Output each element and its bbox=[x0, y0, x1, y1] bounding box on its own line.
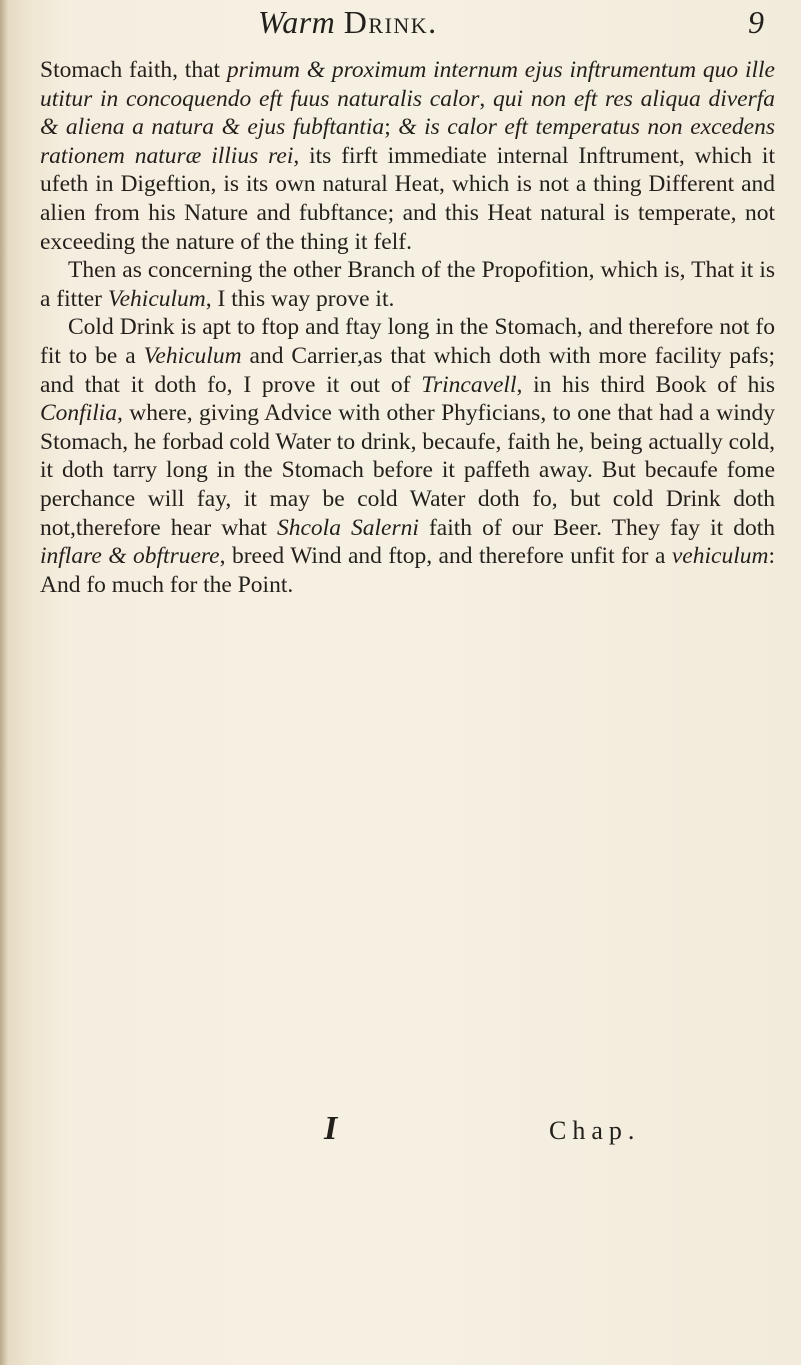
italic-run: qui non eft res aliqua diverfa & aliena a natura & ejus fubftantia bbox=[40, 85, 776, 141]
running-head-caps: Drink. bbox=[343, 4, 438, 40]
page-edge-shadow bbox=[0, 0, 8, 1365]
italic-run: & is calor eft temperatus non excedens rationem naturæ illius rei bbox=[40, 114, 775, 169]
running-head bbox=[258, 4, 438, 41]
page-header bbox=[0, 0, 801, 50]
running-head-italic: Warm bbox=[258, 4, 336, 40]
text-run: Then as concerning the other Branch of the Propofition, which is, That it is a fitter bbox=[40, 257, 775, 312]
italic-run: inflare & obftruere bbox=[40, 543, 220, 570]
italic-run: Trincavell bbox=[421, 371, 517, 398]
text-run: , in his third Book of his bbox=[516, 371, 776, 398]
signature-mark: I bbox=[324, 1110, 338, 1147]
italic-run: Vehiculum bbox=[143, 342, 242, 369]
text-run: Stomach faith, that bbox=[40, 57, 227, 83]
text-run: ; bbox=[384, 114, 399, 141]
paragraph-3 bbox=[40, 313, 775, 599]
text-run: : And fo much for the Point. bbox=[40, 543, 775, 598]
italic-run: Confilia bbox=[40, 400, 118, 427]
italic-run: primum & proximum internum ejus inftrumentum quo ille utitur in concoquendo eft fuus naturalis calor bbox=[40, 57, 775, 112]
text-run: , I this way prove it. bbox=[205, 285, 395, 312]
body-text bbox=[40, 56, 775, 599]
italic-run: vehiculum bbox=[671, 543, 769, 570]
text-run: , its firft immediate internal Inftrument, which it ufeth in Digeftion, is its own natural Heat, which is not a thing Different and alien from his Nature and fubftance; and this Heat natural is temperate, not exceeding the nature of the thing it felf. bbox=[40, 142, 775, 255]
text-run: faith of our Beer. They fay it doth bbox=[418, 514, 775, 541]
text-run: Cold Drink is apt to ftop and ftay long in the Stomach, and therefore not fo fit to be a bbox=[40, 314, 775, 369]
paragraph-2 bbox=[40, 256, 775, 313]
page-number: 9 bbox=[748, 4, 764, 40]
italic-run: Vehiculum bbox=[107, 285, 206, 312]
paragraph-1 bbox=[40, 56, 775, 256]
page-footer bbox=[0, 1100, 801, 1160]
text-run: , bbox=[479, 85, 494, 112]
text-run: and Carrier,as that which doth with more facility pafs; and that it doth fo, I prove it out of bbox=[40, 342, 775, 398]
text-run: , where, giving Advice with other Phyficians, to one that had a windy Stomach, he forbad cold Water to drink, becaufe, faith he, being actually cold, it doth tarry long in the Stomach before it paffeth away. But becaufe fome perchance will fay, it may be cold Water doth fo, but cold Drink doth not,therefore hear what bbox=[40, 400, 775, 541]
text-run: , breed Wind and ftop, and therefore unfit for a bbox=[219, 543, 672, 570]
italic-run: Shcola Salerni bbox=[277, 514, 419, 541]
catchword: Chap. bbox=[549, 1116, 641, 1145]
